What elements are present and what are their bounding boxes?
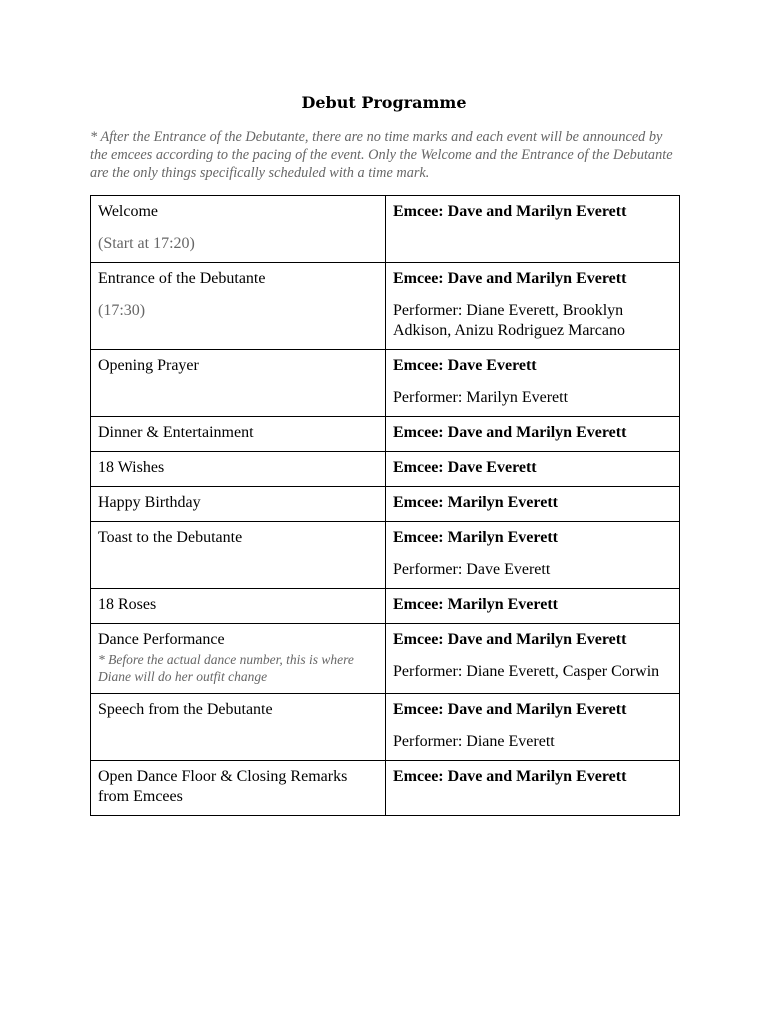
emcee-cell <box>386 761 680 816</box>
page-title: Debut Programme <box>301 93 467 112</box>
table-row <box>91 761 680 816</box>
emcee-text: Emcee: Dave and Marilyn Everett <box>393 631 627 648</box>
table-row <box>91 694 680 761</box>
emcee-cell <box>386 624 680 694</box>
emcee-text: Emcee: Dave and Marilyn Everett <box>393 270 627 287</box>
performer-text: Performer: Diane Everett, Brooklyn Adkison, Anizu Rodriguez Marcano <box>393 302 625 339</box>
table-row <box>91 263 680 350</box>
event-name: 18 Wishes <box>98 459 165 476</box>
event-cell <box>91 624 386 694</box>
emcee-text: Emcee: Dave and Marilyn Everett <box>393 768 627 785</box>
event-name: Welcome <box>98 203 159 220</box>
event-name: Happy Birthday <box>98 494 201 511</box>
emcee-cell <box>386 522 680 589</box>
event-cell <box>91 196 386 263</box>
event-name: Open Dance Floor & Closing Remarks from Emcees <box>98 768 348 805</box>
emcee-cell <box>386 196 680 263</box>
table-row <box>91 624 680 694</box>
emcee-text: Emcee: Marilyn Everett <box>393 596 558 613</box>
performer-text: Performer: Diane Everett <box>393 733 555 750</box>
emcee-text: Emcee: Dave Everett <box>393 459 537 476</box>
event-name: 18 Roses <box>98 596 157 613</box>
emcee-text: Emcee: Dave and Marilyn Everett <box>393 701 627 718</box>
performer-text: Performer: Dave Everett <box>393 561 551 578</box>
event-time: (17:30) <box>98 302 146 319</box>
table-row <box>91 522 680 589</box>
table-row <box>91 487 680 522</box>
performer-text: Performer: Diane Everett, Casper Corwin <box>393 663 660 680</box>
emcee-text: Emcee: Dave and Marilyn Everett <box>393 203 627 220</box>
event-cell <box>91 452 386 487</box>
emcee-text: Emcee: Dave and Marilyn Everett <box>393 424 627 441</box>
event-name: Toast to the Debutante <box>98 529 243 546</box>
event-name: Opening Prayer <box>98 357 199 374</box>
emcee-text: Emcee: Marilyn Everett <box>393 494 558 511</box>
event-cell <box>91 589 386 624</box>
performer-text: Performer: Marilyn Everett <box>393 389 569 406</box>
event-name: Dance Performance <box>98 631 225 648</box>
event-cell <box>91 761 386 816</box>
emcee-cell <box>386 452 680 487</box>
emcee-text: Emcee: Marilyn Everett <box>393 529 558 546</box>
event-name: Entrance of the Debutante <box>98 270 266 287</box>
emcee-cell <box>386 263 680 350</box>
event-cell <box>91 263 386 350</box>
table-row <box>91 196 680 263</box>
emcee-cell <box>386 487 680 522</box>
table-row <box>91 452 680 487</box>
event-cell <box>91 694 386 761</box>
event-cell <box>91 522 386 589</box>
programme-table <box>90 195 680 816</box>
event-cell <box>91 417 386 452</box>
table-row <box>91 589 680 624</box>
emcee-cell <box>386 350 680 417</box>
event-name: Speech from the Debutante <box>98 701 273 718</box>
table-row <box>91 417 680 452</box>
emcee-cell <box>386 589 680 624</box>
event-note: * Before the actual dance number, this is where Diane will do her outfit change <box>98 652 354 684</box>
intro-note: * After the Entrance of the Debutante, there are no time marks and each event will be announced by the emcees according to the pacing of the event. Only the Welcome and the Entrance of the Debutante are the only things specifically scheduled with a time mark. <box>90 129 673 181</box>
emcee-cell <box>386 694 680 761</box>
event-cell <box>91 350 386 417</box>
event-cell <box>91 487 386 522</box>
event-time: (Start at 17:20) <box>98 235 195 252</box>
emcee-text: Emcee: Dave Everett <box>393 357 537 374</box>
event-name: Dinner & Entertainment <box>98 424 254 441</box>
table-row <box>91 350 680 417</box>
emcee-cell <box>386 417 680 452</box>
